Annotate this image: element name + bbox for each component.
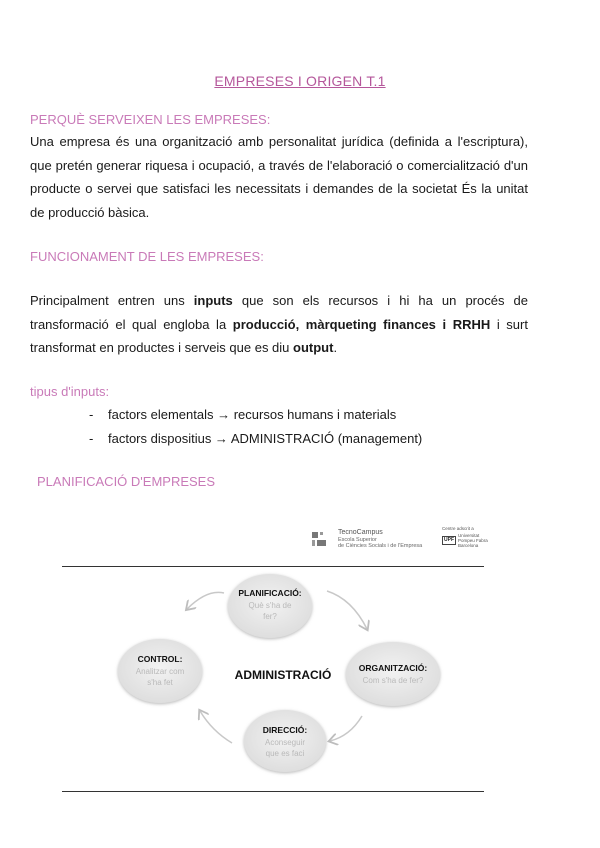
logo-line: de Ciències Socials i de l'Empresa	[338, 543, 423, 549]
inputs-list	[89, 403, 422, 450]
logo-line: Escola Superior	[338, 536, 377, 543]
logo-line: Centre adscrit a	[442, 526, 474, 531]
bold-term-inputs: inputs	[193, 293, 233, 308]
node-title: DIRECCIÓ:	[262, 725, 308, 735]
node-title: ORGANITZACIÓ:	[358, 663, 428, 673]
bold-term-output: output	[293, 340, 334, 355]
node-subtitle: Com s'ha de fer?	[362, 676, 424, 685]
node-planificacio	[228, 574, 312, 638]
section-heading-planning: PLANIFICACIÓ D'EMPRESES	[37, 474, 216, 489]
node-title: PLANIFICACIÓ:	[238, 588, 302, 598]
node-direccio	[244, 710, 326, 772]
bold-term-departments: producció, màrqueting finances i RRHH	[232, 316, 491, 332]
section-body-purpose: Una empresa és una organització amb personalitat jurídica (definida a l'escriptura), que pretén generar riquesa i ocupació, a través de l'elaboració o comercialització d'un producte o servei que satisfaci les necessitats i demandes de la societat És la unitat de producció bàsica.	[30, 134, 528, 220]
node-organitzacio	[346, 642, 440, 706]
logo-line: Barcelona	[458, 543, 479, 548]
section-body-operation	[30, 289, 528, 360]
diagram-center-label: ADMINISTRACIÓ	[234, 668, 332, 682]
text-run: que son els recursos i hi ha un procés de transformació el qual engloba la	[30, 293, 529, 332]
cycle-arrow	[187, 592, 224, 609]
text-run: i surt transformat en productes i serveis que es diu	[30, 316, 528, 355]
node-subtitle: Aconseguir	[264, 738, 306, 747]
node-subtitle: s'ha fet	[147, 678, 173, 687]
node-title: CONTROL:	[137, 654, 183, 664]
node-control	[118, 639, 202, 703]
node-subtitle: Què s'ha de	[248, 601, 292, 610]
node-subtitle: Analitzar com	[135, 667, 185, 676]
node-subtitle: que es faci	[265, 749, 305, 758]
logo-line: Pompeu Fabra	[458, 538, 488, 543]
management-cycle-diagram	[62, 521, 484, 793]
page-title: EMPRESES I ORIGEN T.1	[214, 73, 386, 89]
logo-line: Universitat	[458, 533, 480, 538]
list-item-text: factors elementals → recursos humans i materials	[108, 407, 397, 422]
list-item: - factors dispositius → ADMINISTRACIÓ (management)	[89, 430, 423, 446]
list-item-text: factors dispositius → ADMINISTRACIÓ (management)	[108, 430, 423, 446]
section-heading-operation: FUNCIONAMENT DE LES EMPRESES:	[30, 249, 264, 264]
node-subtitle: fer?	[263, 612, 277, 621]
list-item: - factors elementals → recursos humans i materials	[89, 407, 397, 422]
cycle-arrow	[327, 591, 367, 629]
section-heading-purpose: PERQUÈ SERVEIXEN LES EMPRESES:	[30, 112, 271, 127]
text-run: .	[333, 340, 338, 355]
inputs-heading: tipus d'inputs:	[30, 384, 110, 399]
text-run: Principalment entren uns	[30, 293, 194, 308]
cycle-arrow	[200, 711, 232, 743]
logo-name: TecnoCampus	[338, 529, 383, 536]
cycle-arrow	[330, 716, 362, 741]
upf-mark: UPF	[444, 537, 454, 543]
